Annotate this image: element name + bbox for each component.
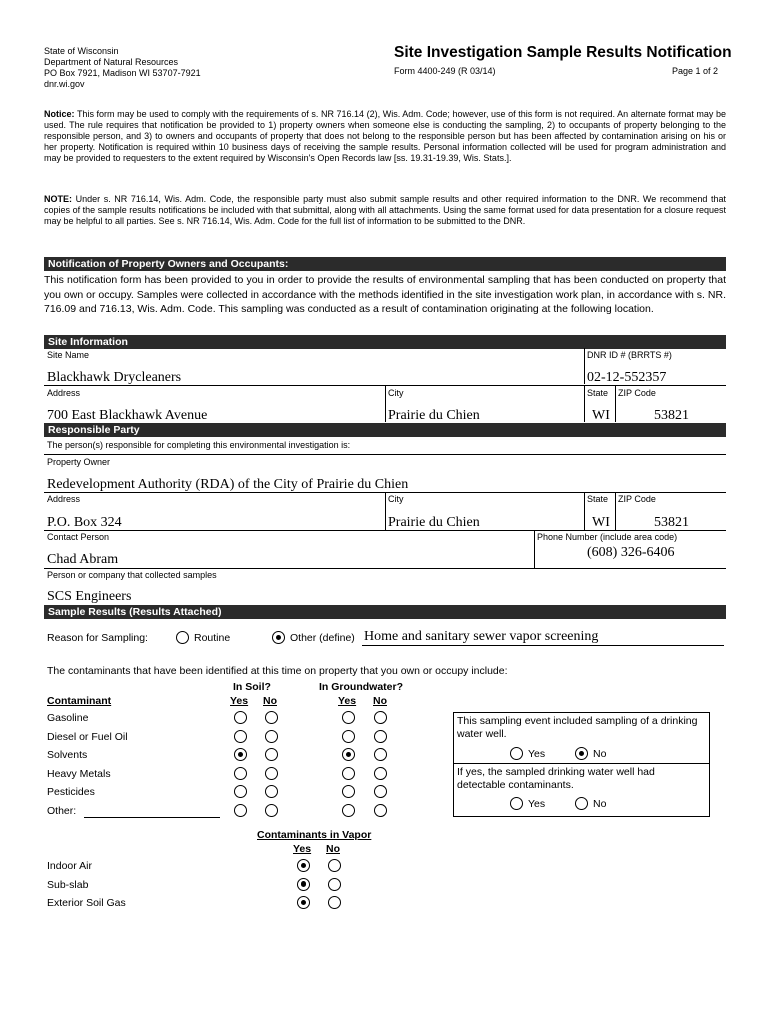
owner-label: Property Owner — [47, 457, 111, 467]
groundwater-yes-radio[interactable] — [342, 748, 355, 761]
gw-yes-header: Yes — [338, 695, 357, 707]
groundwater-yes-radio[interactable] — [342, 767, 355, 780]
agency-block — [44, 46, 201, 90]
well1-no-radio[interactable] — [575, 747, 588, 760]
note-label: NOTE: — [44, 194, 72, 204]
site-state-label: State — [587, 388, 609, 398]
groundwater-no-radio[interactable] — [374, 748, 387, 761]
vapor-yes-radio[interactable] — [297, 859, 310, 872]
contact-label: Contact Person — [47, 532, 110, 542]
soil-yes-radio[interactable] — [234, 785, 247, 798]
contaminant-name: Pesticides — [47, 786, 95, 798]
agency-line: State of Wisconsin — [44, 46, 119, 56]
vapor-row-label: Sub-slab — [47, 878, 89, 891]
site-zip-label: ZIP Code — [618, 388, 656, 398]
soil-yes-radio[interactable] — [234, 730, 247, 743]
soil-yes-radio[interactable] — [234, 748, 247, 761]
collector-field[interactable]: SCS Engineers — [47, 589, 132, 604]
well2-yes-label: Yes — [528, 798, 546, 810]
soil-no-header: No — [263, 695, 277, 707]
contaminant-name: Gasoline — [47, 712, 89, 724]
section-header-sample-results: Sample Results (Results Attached) — [44, 605, 726, 619]
collector-label: Person or company that collected samples — [47, 570, 217, 580]
well-question-2: If yes, the sampled drinking water well had detectable contaminants. — [457, 766, 655, 791]
section-header-site-info: Site Information — [44, 335, 726, 349]
vapor-header: Contaminants in Vapor — [257, 829, 372, 841]
well1-no-label: No — [593, 748, 607, 760]
vapor-no-header: No — [326, 843, 340, 855]
soil-yes-radio[interactable] — [234, 711, 247, 724]
agency-line: Department of Natural Resources — [44, 57, 179, 67]
rp-city-label: City — [388, 494, 404, 504]
groundwater-no-radio[interactable] — [374, 767, 387, 780]
well2-yes-radio[interactable] — [510, 797, 523, 810]
note-paragraph — [44, 194, 726, 227]
groundwater-no-radio[interactable] — [374, 730, 387, 743]
contact-field[interactable]: Chad Abram — [47, 552, 119, 567]
site-address-label: Address — [47, 388, 81, 398]
groundwater-yes-radio[interactable] — [342, 730, 355, 743]
rp-zip-label: ZIP Code — [618, 494, 656, 504]
notice-label: Notice: — [44, 109, 75, 119]
soil-no-radio[interactable] — [265, 730, 278, 743]
vapor-row-label: Indoor Air — [47, 860, 92, 872]
groundwater-yes-radio[interactable] — [342, 711, 355, 724]
soil-no-radio[interactable] — [265, 785, 278, 798]
dnr-id-field[interactable]: 02-12-552357 — [587, 370, 667, 385]
well1-yes-radio[interactable] — [510, 747, 523, 760]
other-radio[interactable] — [272, 631, 285, 644]
site-state-field[interactable]: WI — [592, 408, 610, 423]
vapor-yes-radio[interactable] — [297, 878, 310, 891]
soil-yes-radio[interactable] — [234, 767, 247, 780]
contaminant-name: Heavy Metals — [47, 767, 111, 780]
well2-no-label: No — [593, 798, 607, 810]
section-header-owners: Notification of Property Owners and Occupants: — [44, 257, 726, 271]
in-soil-header: In Soil? — [233, 681, 271, 693]
other-contaminant-line — [84, 817, 220, 818]
phone-label: Phone Number (include area code) — [537, 532, 678, 542]
notice-paragraph — [44, 109, 726, 164]
rp-city-field[interactable]: Prairie du Chien — [388, 515, 480, 530]
site-address-field[interactable]: 700 East Blackhawk Avenue — [47, 408, 208, 423]
site-name-field[interactable]: Blackhawk Drycleaners — [47, 370, 182, 385]
contaminant-name: Diesel or Fuel Oil — [47, 730, 128, 743]
dnr-id-label: DNR ID # (BRRTS #) — [587, 350, 672, 360]
vapor-yes-radio[interactable] — [297, 896, 310, 909]
agency-line: dnr.wi.gov — [44, 79, 85, 89]
soil-no-radio[interactable] — [265, 804, 278, 817]
in-groundwater-header: In Groundwater? — [319, 681, 403, 693]
page-number: Page 1 of 2 — [672, 66, 719, 76]
section-header-responsible: Responsible Party — [44, 423, 726, 437]
form-number: Form 4400-249 (R 03/14) — [394, 66, 496, 76]
routine-radio[interactable] — [176, 631, 189, 644]
groundwater-no-radio[interactable] — [374, 804, 387, 817]
vapor-no-radio[interactable] — [328, 878, 341, 891]
other-label: Other (define) — [290, 632, 355, 644]
agency-line: PO Box 7921, Madison WI 53707-7921 — [44, 68, 201, 78]
owners-paragraph: This notification form has been provided to you in order to provide the results of environmental sampling that has been conducted on property that you own or occupy. Samples were collected in accordance with the methods identified in the site investigation work plan, in accordance with s. NR. 716.09 and 716.13, Wis. Adm. Code. This sampling was conducted as a result of contamination originating at the following location. — [44, 274, 726, 315]
vapor-row-label: Exterior Soil Gas — [47, 897, 126, 909]
well-question-1: This sampling event included sampling of a drinking water well. — [457, 715, 698, 740]
contaminants-intro: The contaminants that have been identified at this time on property that you own or occupy include: — [47, 665, 508, 677]
rp-address-label: Address — [47, 494, 81, 504]
vapor-no-radio[interactable] — [328, 859, 341, 872]
rp-address-field[interactable]: P.O. Box 324 — [47, 515, 122, 530]
groundwater-yes-radio[interactable] — [342, 804, 355, 817]
site-city-label: City — [388, 388, 404, 398]
rp-state-label: State — [587, 494, 609, 504]
site-name-label: Site Name — [47, 350, 90, 360]
vapor-no-radio[interactable] — [328, 896, 341, 909]
reason-label: Reason for Sampling: — [47, 632, 148, 644]
phone-field[interactable]: (608) 326-6406 — [587, 545, 675, 560]
vapor-yes-header: Yes — [293, 843, 312, 855]
note-text: Under s. NR 716.14, Wis. Adm. Code, the responsible party must also submit sample results and other required information to the DNR. We recommend that copies of the sample results notifications be included with that submittal, along with all attachments. Using the same format used for data presentation for a closure request may be helpful to all parties. See s. NR 716.14, Wis. Adm. Code for the full list of information to be submitted to the DNR. — [44, 194, 726, 226]
notice-text: This form may be used to comply with the requirements of s. NR 716.14 (2), Wis. Adm. Code; however, use of this form is not required. An alternate format may be used. The rule requires that notification be provided to 1) property owners when someone else is conducting the sampling, 2) to occupants of property belonging to the responsible person, and 3) to owners and occupants of property that does not belong to the responsible person but has been affected by contamination arising on his or her property. Notification is required within 10 business days of receiving the sample results. Personal information collected will be used for program administration and may be provided to requesters to the extent required by Wisconsin's Open Records law [ss. 19.31-19.39, Wis. Stats.]. — [44, 109, 726, 163]
gw-no-header: No — [373, 695, 387, 707]
contaminant-name: Solvents — [47, 749, 88, 761]
owner-field[interactable]: Redevelopment Authority (RDA) of the City of Prairie du Chien — [47, 477, 409, 492]
contaminant-header: Contaminant — [47, 695, 112, 707]
routine-label: Routine — [194, 632, 231, 644]
groundwater-no-radio[interactable] — [374, 711, 387, 724]
soil-no-radio[interactable] — [265, 711, 278, 724]
soil-yes-radio[interactable] — [234, 804, 247, 817]
contaminant-name: Other: — [47, 804, 77, 817]
soil-yes-header: Yes — [230, 695, 249, 707]
soil-no-radio[interactable] — [265, 767, 278, 780]
rp-zip-field[interactable]: 53821 — [654, 515, 689, 530]
groundwater-no-radio[interactable] — [374, 785, 387, 798]
site-zip-field[interactable]: 53821 — [654, 408, 689, 423]
well1-yes-label: Yes — [528, 748, 546, 760]
responsible-intro: The person(s) responsible for completing this environmental investigation is: — [47, 440, 351, 450]
groundwater-yes-radio[interactable] — [342, 785, 355, 798]
site-city-field[interactable]: Prairie du Chien — [388, 408, 480, 423]
soil-no-radio[interactable] — [265, 748, 278, 761]
well2-no-radio[interactable] — [575, 797, 588, 810]
form-title: Site Investigation Sample Results Notification — [394, 44, 732, 61]
other-reason-field[interactable]: Home and sanitary sewer vapor screening — [364, 629, 599, 644]
rp-state-field[interactable]: WI — [592, 515, 610, 530]
